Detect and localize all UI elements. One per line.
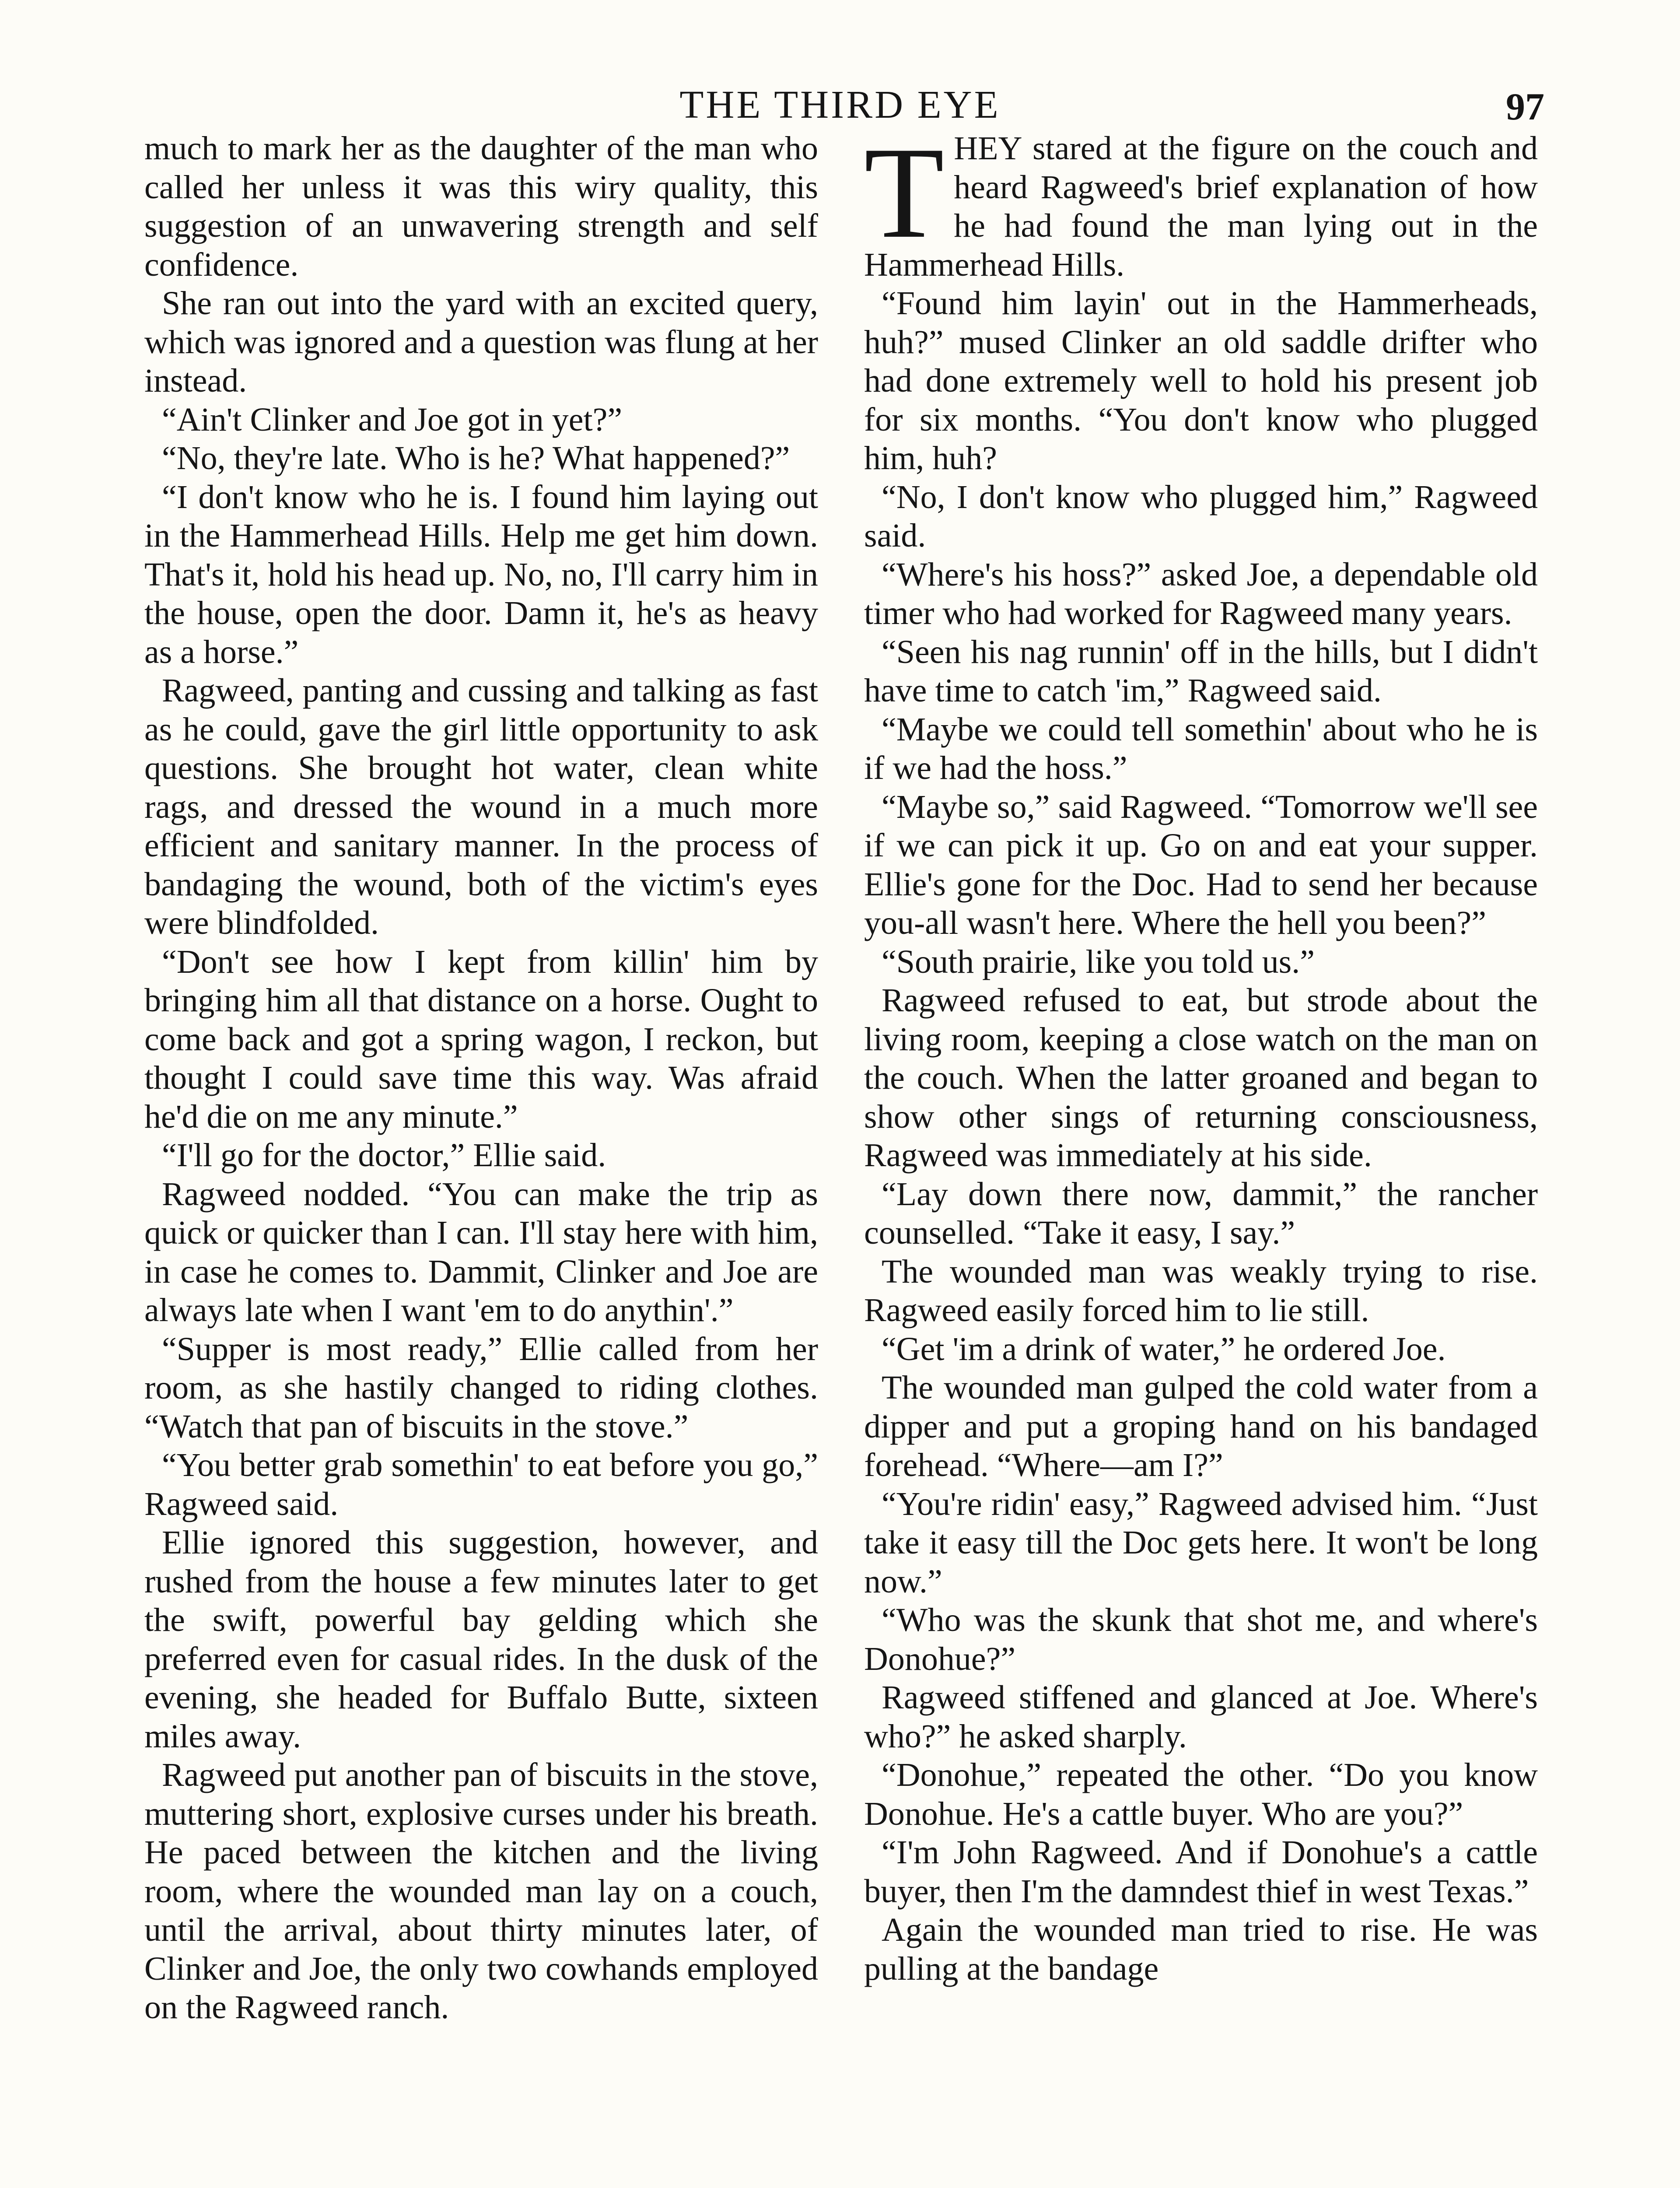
page-header — [0, 66, 1680, 136]
paragraph: “I'll go for the doctor,” Ellie said. — [162, 1137, 606, 1174]
paragraph: “Get 'im a drink of water,” he ordered Joe. — [882, 1330, 1446, 1368]
opening-paragraph — [864, 120, 1538, 284]
paragraph: The wounded man gulped the cold water from a dipper and put a groping hand on his bandaged forehead. “Where—am I?” — [864, 1369, 1538, 1483]
paragraph: “Maybe we could tell somethin' about who he is if we had the hoss.” — [864, 711, 1538, 786]
paragraph: “Donohue,” repeated the other. “Do you know Donohue. He's a cattle buyer. Who are you?” — [864, 1757, 1538, 1832]
paragraph: “Don't see how I kept from killin' him by bringing him all that distance on a horse. Ought to come back and got a spring wagon, I reckon, but thought I could save time this way. Was afraid he'd die on me any minute.” — [144, 943, 818, 1135]
paragraph: “You better grab somethin' to eat before you go,” Ragweed said. — [144, 1447, 818, 1522]
paragraph: Ragweed stiffened and glanced at Joe. Where's who?” he asked sharply. — [864, 1679, 1538, 1755]
paragraph: “Ain't Clinker and Joe got in yet?” — [162, 401, 623, 438]
paragraph: The wounded man was weakly trying to rise. Ragweed easily forced him to lie still. — [864, 1253, 1538, 1329]
paragraph: Ragweed refused to eat, but strode about the living room, keeping a close watch on the man on the couch. When the latter groaned and began to show other sings of returning consciousness, Ragweed was immediately at his side. — [864, 982, 1538, 1174]
opening-text: HEY stared at the figure on the couch and heard Ragweed's brief explanation of how he had found the man lying out in the Hammerhead Hills. — [864, 130, 1538, 283]
paragraph: “Maybe so,” said Ragweed. “Tomorrow we'll see if we can pick it up. Go on and eat your supper. Ellie's gone for the Doc. Had to send her because you-all wasn't here. Where the hell you been?” — [864, 788, 1538, 941]
paragraph: “I'm John Ragweed. And if Donohue's a cattle buyer, then I'm the damndest thief in west Texas.” — [864, 1834, 1538, 1910]
paragraph: much to mark her as the daughter of the man who called her unless it was this wiry quality, this suggestion of an unwavering strength and self confidence. — [144, 130, 818, 283]
page-number: 97 — [1506, 86, 1544, 128]
paragraph: “South prairie, like you told us.” — [882, 943, 1315, 980]
paragraph: “Lay down there now, dammit,” the rancher counselled. “Take it easy, I say.” — [864, 1175, 1538, 1251]
paragraph: Ragweed, panting and cussing and talking as fast as he could, gave the girl little opportunity to ask questions. She brought hot water, clean white rags, and dressed the wound in a much more efficient and sanitary manner. In the process of bandaging the wound, both of the victim's eyes were blindfolded. — [144, 672, 818, 941]
paragraph: “No, they're late. Who is he? What happened?” — [162, 440, 790, 477]
running-head-title: THE THIRD EYE — [679, 83, 1001, 126]
drop-cap: T — [864, 120, 945, 265]
paragraph: Again the wounded man tried to rise. He was pulling at the bandage — [864, 1911, 1538, 1987]
paragraph: “Supper is most ready,” Ellie called from her room, as she hastily changed to riding clothes. “Watch that pan of biscuits in the stove.” — [144, 1330, 818, 1445]
right-column — [864, 120, 1538, 1988]
paragraph: “Who was the skunk that shot me, and where's Donohue?” — [864, 1602, 1538, 1677]
paragraph: She ran out into the yard with an excited query, which was ignored and a question was flung at her instead. — [144, 285, 818, 399]
paragraph: Ragweed nodded. “You can make the trip as quick or quicker than I can. I'll stay here with him, in case he comes to. Dammit, Clinker and Joe are always late when I want 'em to do anythin'.” — [144, 1175, 818, 1329]
paragraph: “Where's his hoss?” asked Joe, a dependable old timer who had worked for Ragweed many years. — [864, 556, 1538, 631]
paragraph: “Found him layin' out in the Hammerheads, huh?” mused Clinker an old saddle drifter who had done extremely well to hold his present job for six months. “You don't know who plugged him, huh? — [864, 285, 1538, 477]
paragraph: “You're ridin' easy,” Ragweed advised him. “Just take it easy till the Doc gets here. It won't be long now.” — [864, 1485, 1538, 1600]
paragraph: “I don't know who he is. I found him laying out in the Hammerhead Hills. Help me get him down. That's it, hold his head up. No, no, I'll carry him in the house, open the door. Damn it, he's as heavy as a horse.” — [144, 478, 818, 670]
paragraph: “Seen his nag runnin' off in the hills, but I didn't have time to catch 'im,” Ragweed said. — [864, 633, 1538, 709]
paragraph: Ragweed put another pan of biscuits in the stove, muttering short, explosive curses under his breath. He paced between the kitchen and the living room, where the wounded man lay on a couch, until the arrival, about thirty minutes later, of Clinker and Joe, the only two cowhands employed on the Ragweed ranch. — [144, 1757, 818, 2026]
paragraph: Ellie ignored this suggestion, however, and rushed from the house a few minutes later to get the swift, powerful bay gelding which she preferred even for casual rides. In the dusk of the evening, she headed for Buffalo Butte, sixteen miles away. — [144, 1524, 818, 1755]
left-column — [144, 129, 818, 2027]
paragraph: “No, I don't know who plugged him,” Ragweed said. — [864, 478, 1538, 554]
